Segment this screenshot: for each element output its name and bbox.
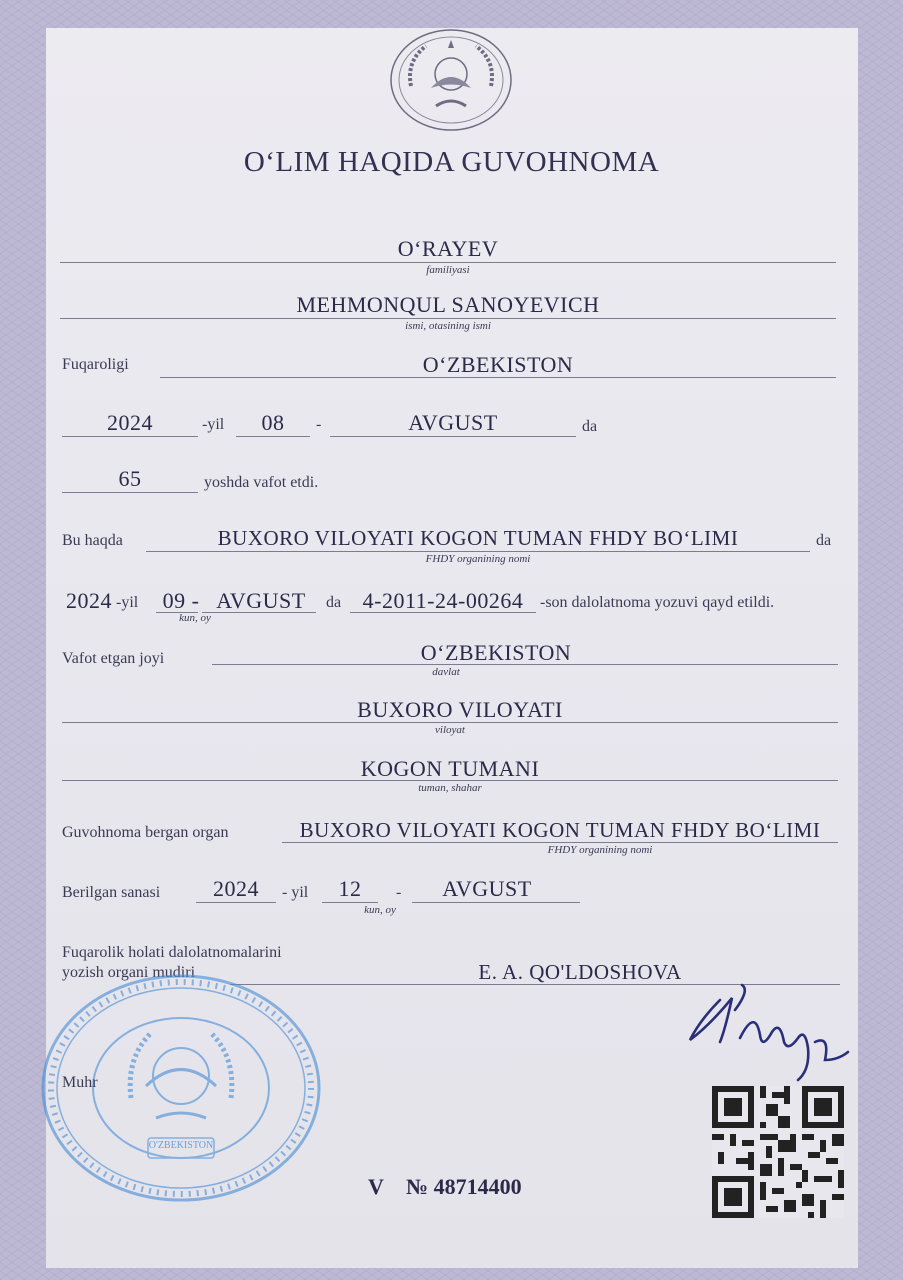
issuer-value: BUXORO VILOYATI KOGON TUMAN FHDY BO‘LIMI: [299, 818, 821, 842]
issue-yil-label: - yil: [282, 884, 309, 901]
death-yil-label: -yil: [202, 416, 225, 433]
issue-month: AVGUST: [442, 876, 532, 901]
record-month: AVGUST: [216, 588, 306, 613]
death-month: AVGUST: [408, 410, 498, 435]
registry-value: BUXORO VILOYATI KOGON TUMAN FHDY BO‘LIMI: [217, 526, 739, 550]
seal-label: Muhr: [62, 1074, 98, 1091]
place-district-caption: tuman, shahar: [418, 782, 482, 794]
head-value: E. A. QO'LDOSHOVA: [478, 960, 682, 984]
issue-dash: -: [396, 884, 402, 901]
surname-caption: familiyasi: [426, 264, 470, 276]
issuer-caption: FHDY organining nomi: [547, 844, 653, 856]
issuer-label: Guvohnoma bergan organ: [62, 824, 229, 841]
qr-code-icon: [712, 1086, 844, 1218]
citizenship-label: Fuqaroligi: [62, 356, 129, 373]
issue-year: 2024: [213, 876, 259, 901]
head-label-line1: Fuqarolik holati dalolatnomalarini: [62, 944, 282, 961]
place-country: O‘ZBEKISTON: [420, 640, 572, 665]
registry-line: [146, 551, 810, 552]
surname-value: O‘RAYEV: [397, 236, 499, 261]
state-emblem-icon: [386, 26, 516, 134]
record-text: -son dalolatnoma yozuvi qayd etildi.: [540, 594, 775, 611]
death-day: 08: [261, 410, 285, 435]
age-value: 65: [118, 466, 142, 491]
record-number: 4-2011-24-00264: [362, 588, 524, 613]
serial-number: № 48714400: [406, 1174, 522, 1199]
place-region: BUXORO VILOYATI: [357, 697, 563, 722]
issue-month-line: [412, 902, 580, 903]
place-label: Vafot etgan joyi: [62, 650, 165, 667]
name-line: [60, 318, 836, 319]
death-year: 2024: [107, 410, 153, 435]
death-month-line: [330, 436, 576, 437]
death-dash: -: [316, 416, 322, 433]
signature-icon: [680, 980, 870, 1090]
citizenship-value: O‘ZBEKISTON: [422, 352, 574, 377]
serial-series: V: [368, 1174, 384, 1199]
seal-center-text: O'ZBEKISTON: [148, 1140, 214, 1151]
place-district: KOGON TUMANI: [360, 756, 540, 781]
age-text: yoshda vafot etdi.: [204, 474, 319, 491]
place-country-caption: davlat: [432, 666, 460, 678]
issue-date-label: Berilgan sanasi: [62, 884, 161, 901]
death-year-line: [62, 436, 198, 437]
issue-year-line: [196, 902, 276, 903]
place-region-caption: viloyat: [435, 724, 465, 736]
document-title: O‘LIM HAQIDA GUVOHNOMA: [243, 146, 660, 178]
surname-line: [60, 262, 836, 263]
record-day: 09 -: [162, 588, 200, 613]
registry-caption: FHDY organining nomi: [425, 553, 531, 565]
name-caption: ismi, otasining ismi: [405, 320, 491, 332]
record-yil-label: -yil: [116, 594, 139, 611]
age-line: [62, 492, 198, 493]
head-label-line2: yozish organi mudiri: [62, 964, 196, 981]
death-day-line: [236, 436, 310, 437]
name-value: MEHMONQUL SANOYEVICH: [296, 292, 600, 317]
record-year: 2024: [66, 588, 112, 613]
registry-da-label: da: [816, 532, 832, 549]
record-caption: kun, oy: [179, 612, 211, 624]
registry-label: Bu haqda: [62, 532, 123, 549]
issue-date-caption: kun, oy: [364, 904, 396, 916]
issue-day-line: [322, 902, 378, 903]
record-da-label: da: [326, 594, 342, 611]
death-da-label: da: [582, 418, 598, 435]
issue-day: 12: [338, 876, 362, 901]
